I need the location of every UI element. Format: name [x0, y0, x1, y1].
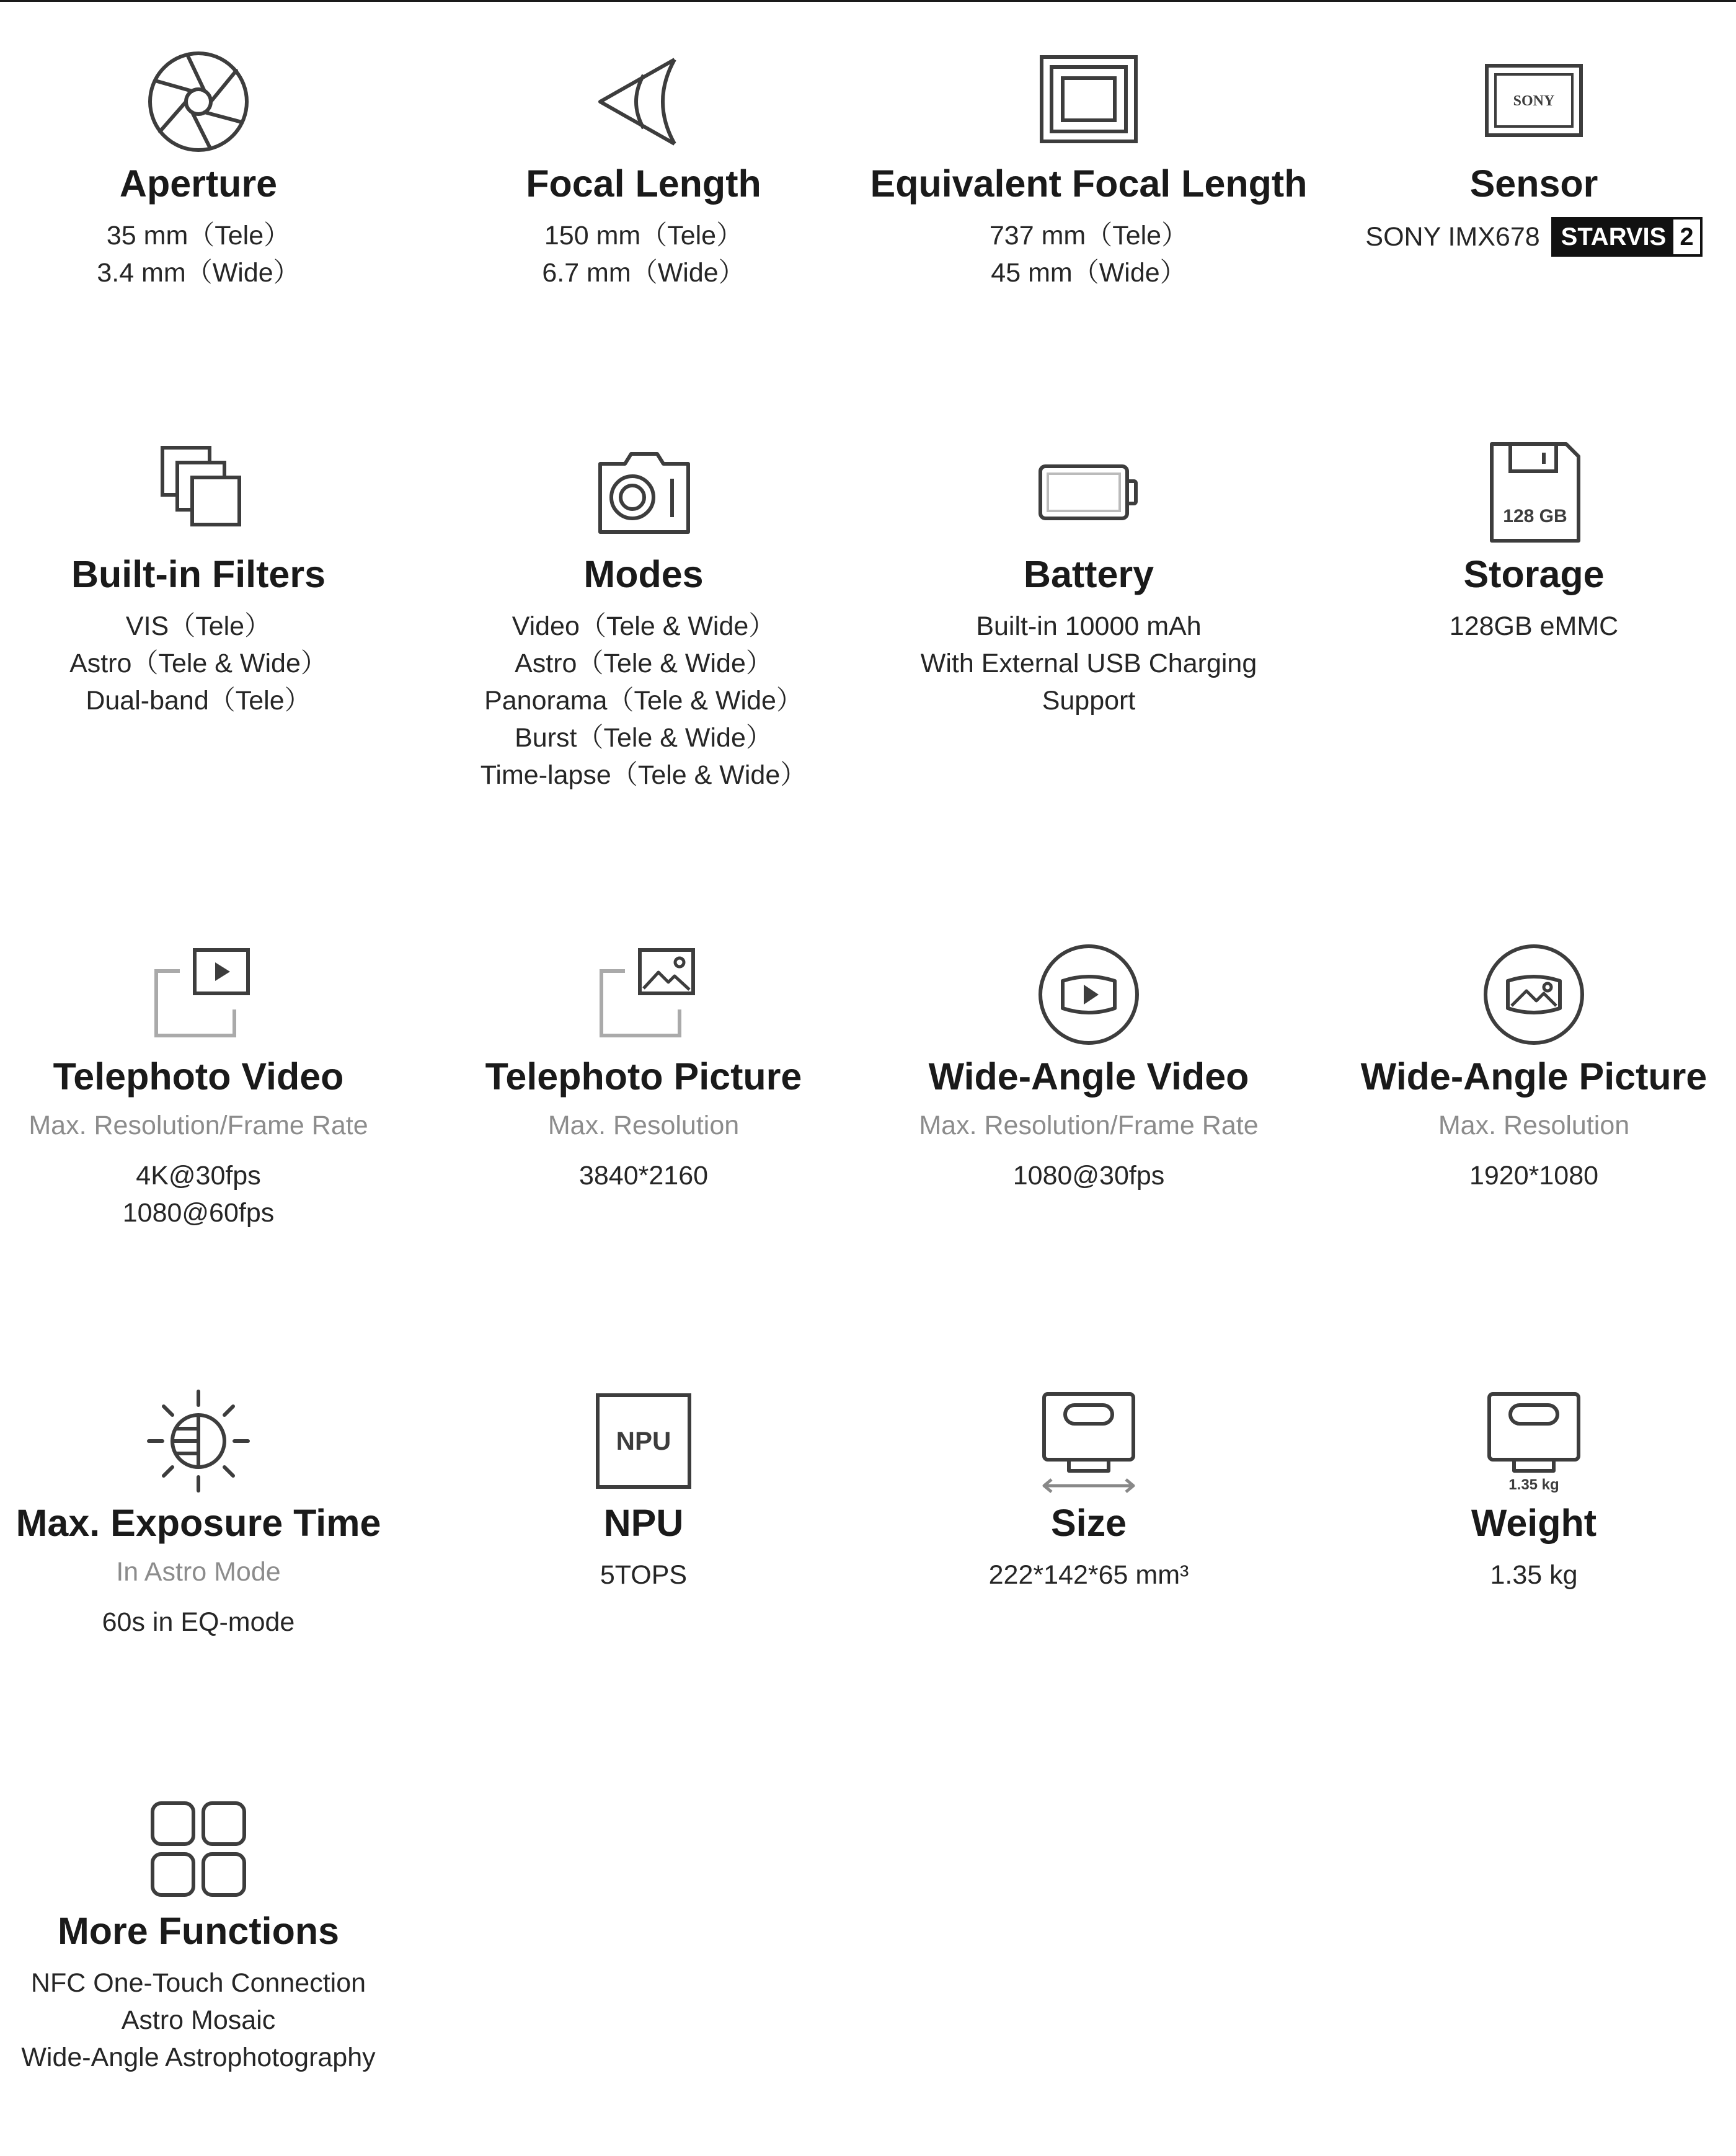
spec-wide-angle-picture	[1311, 940, 1736, 1194]
spec-telephoto-video	[0, 940, 422, 1231]
spec-wide-angle-video	[866, 940, 1312, 1194]
spec-value: Video（Tele & Wide）	[512, 611, 776, 641]
spec-value: 3840*2160	[578, 1161, 709, 1191]
sensor-chip-icon	[1479, 47, 1588, 156]
telephoto-video-icon	[144, 940, 253, 1049]
spec-value: Astro（Tele & Wide）	[69, 649, 327, 678]
spec-value: 128GB eMMC	[1449, 611, 1619, 641]
wide-angle-picture-icon	[1479, 940, 1588, 1049]
spec-value: 1.35 kg	[1490, 1560, 1578, 1590]
spec-subtitle: Max. Resolution	[547, 1111, 740, 1140]
spec-aperture	[0, 47, 422, 291]
spec-title: Weight	[1471, 1502, 1597, 1544]
spec-value: Astro（Tele & Wide）	[515, 649, 773, 678]
spec-value: 1080@30fps	[1012, 1161, 1165, 1191]
spec-value: 45 mm（Wide）	[991, 258, 1187, 288]
spec-value: 737 mm（Tele）	[989, 221, 1189, 251]
spec-values	[542, 217, 745, 291]
grid-icon	[144, 1794, 253, 1904]
spec-title: Telephoto Picture	[485, 1055, 802, 1098]
spec-values	[21, 1964, 375, 2076]
npu-chip-icon	[589, 1386, 698, 1496]
spec-title: Sensor	[1469, 162, 1598, 205]
battery-icon	[1034, 438, 1143, 547]
spec-value: 1080@60fps	[122, 1198, 275, 1228]
starvis-badge	[1551, 217, 1703, 257]
spec-title: Telephoto Video	[53, 1055, 344, 1098]
weight-icon	[1479, 1386, 1588, 1496]
spec-values	[69, 608, 327, 719]
camera-icon	[589, 438, 698, 547]
spec-title: Size	[1050, 1502, 1127, 1544]
spec-value: Astro Mosaic	[121, 2005, 276, 2035]
spec-values	[1469, 1157, 1598, 1194]
wide-angle-video-icon	[1034, 940, 1143, 1049]
spec-title: Storage	[1463, 553, 1605, 595]
spec-value: 6.7 mm（Wide）	[542, 258, 745, 288]
spec-subtitle: Max. Resolution	[1438, 1111, 1630, 1140]
spec-title: Wide-Angle Picture	[1360, 1055, 1707, 1098]
spec-title: Max. Exposure Time	[16, 1502, 381, 1544]
spec-values	[579, 1157, 708, 1194]
spec-value: Time-lapse（Tele & Wide）	[480, 760, 807, 790]
spec-values	[600, 1556, 687, 1594]
size-icon	[1034, 1386, 1143, 1496]
spec-value: 222*142*65 mm³	[988, 1560, 1189, 1590]
spec-value: Panorama（Tele & Wide）	[484, 686, 803, 716]
spec-value: 150 mm（Tele）	[544, 221, 743, 251]
spec-title: Modes	[583, 553, 704, 595]
spec-more-functions	[0, 1794, 422, 2076]
sensor-row	[1365, 217, 1702, 257]
spec-title: Aperture	[119, 162, 278, 205]
spec-values	[1450, 608, 1618, 645]
spec-title: Focal Length	[526, 162, 761, 205]
spec-value: 3.4 mm（Wide）	[97, 258, 300, 288]
spec-value: 4K@30fps	[136, 1161, 261, 1191]
spec-npu	[420, 1386, 867, 1594]
spec-title: More Functions	[57, 1910, 340, 1952]
storage-icon-label: 128 GB	[1503, 506, 1567, 526]
spec-subtitle: Max. Resolution/Frame Rate	[29, 1111, 368, 1140]
spec-values	[1365, 217, 1702, 257]
weight-icon-label: 1.35 kg	[1508, 1476, 1559, 1493]
spec-modes	[420, 438, 867, 794]
spec-values	[989, 1556, 1189, 1594]
focal-length-icon	[589, 47, 698, 156]
spec-value: Built-in 10000 mAh	[976, 611, 1202, 641]
spec-value: 5TOPS	[600, 1560, 688, 1590]
starvis-badge-number: 2	[1673, 220, 1699, 254]
filters-icon	[144, 438, 253, 547]
spec-values	[102, 1604, 295, 1641]
spec-value: 1920*1080	[1469, 1161, 1599, 1191]
spec-values	[97, 217, 299, 291]
spec-equivalent-focal-length	[866, 47, 1312, 291]
spec-sensor	[1311, 47, 1736, 257]
spec-value: Burst（Tele & Wide）	[515, 723, 773, 753]
spec-title: Built-in Filters	[71, 553, 326, 595]
spec-subtitle: Max. Resolution/Frame Rate	[919, 1111, 1259, 1140]
storage-card-icon	[1479, 438, 1588, 547]
spec-values	[921, 608, 1257, 719]
exposure-icon	[144, 1386, 253, 1496]
spec-size	[866, 1386, 1312, 1594]
spec-storage	[1311, 438, 1736, 645]
spec-weight	[1311, 1386, 1736, 1594]
npu-icon-label: NPU	[616, 1426, 671, 1455]
spec-value: 60s in EQ-mode	[102, 1607, 295, 1637]
spec-value: 35 mm（Tele）	[106, 221, 291, 251]
spec-title: Equivalent Focal Length	[870, 162, 1308, 205]
spec-value: VIS（Tele）	[125, 611, 272, 641]
starvis-badge-word: STARVIS	[1554, 220, 1674, 254]
spec-value: Dual-band（Tele）	[86, 686, 311, 716]
spec-telephoto-picture	[420, 940, 867, 1194]
spec-title: Battery	[1023, 553, 1154, 595]
frame-icon	[1034, 47, 1143, 156]
spec-max-exposure-time	[0, 1386, 422, 1641]
spec-value: NFC One-Touch Connection	[30, 1968, 366, 1998]
telephoto-picture-icon	[589, 940, 698, 1049]
spec-title: Wide-Angle Video	[928, 1055, 1249, 1098]
spec-battery	[866, 438, 1312, 719]
spec-values	[123, 1157, 275, 1231]
spec-values	[990, 217, 1188, 291]
spec-built-in-filters	[0, 438, 422, 719]
spec-title: NPU	[603, 1502, 684, 1544]
spec-value: With External USB Charging	[920, 649, 1257, 678]
spec-value: Support	[1042, 686, 1136, 716]
spec-values	[1013, 1157, 1165, 1194]
spec-focal-length	[420, 47, 867, 291]
spec-subtitle: In Astro Mode	[116, 1557, 281, 1587]
spec-value: Wide-Angle Astrophotography	[21, 2043, 376, 2072]
sensor-model: SONY IMX678	[1365, 222, 1540, 252]
spec-values	[1490, 1556, 1577, 1594]
spec-values	[480, 608, 807, 794]
sensor-icon-label: SONY	[1513, 93, 1555, 109]
aperture-icon	[144, 47, 253, 156]
